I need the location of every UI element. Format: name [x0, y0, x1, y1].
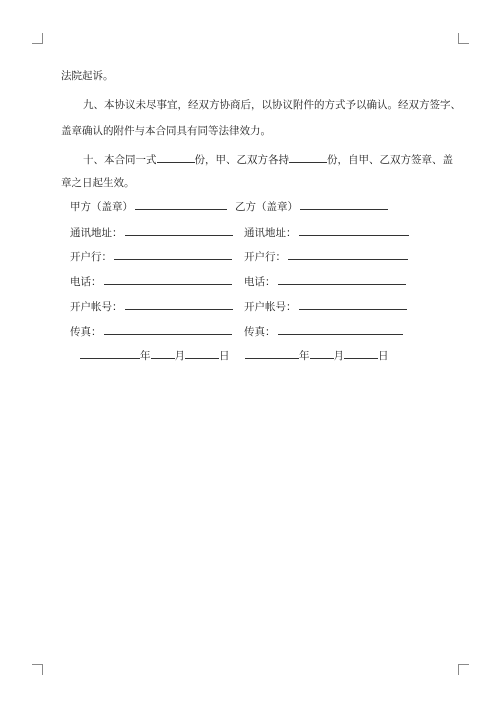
party-b-fax-row	[244, 323, 403, 339]
party-a-name-row	[70, 198, 227, 214]
party-b-phone-row	[244, 273, 406, 289]
party-a-year-unit: 年	[140, 350, 151, 362]
party-a-phone-label: 电话：	[70, 276, 102, 288]
crop-mark-top-left	[32, 33, 43, 44]
party-b-address-label: 通讯地址：	[244, 227, 297, 239]
party-b-day-unit: 日	[378, 350, 389, 362]
clause-ten-text-part1: 十、本合同一式	[83, 154, 157, 166]
party-b-year-blank[interactable]	[245, 347, 299, 359]
party-a-month-blank[interactable]	[151, 347, 175, 359]
party-a-address-row	[70, 224, 233, 240]
party-b-account-blank[interactable]	[299, 298, 407, 310]
party-a-bank-row	[70, 248, 232, 264]
party-b-bank-row	[244, 248, 408, 264]
clause-ten-text-part2: 份，甲、乙双方各持	[194, 154, 289, 166]
party-a-address-blank[interactable]	[125, 224, 233, 236]
party-b-bank-blank[interactable]	[288, 248, 408, 260]
party-a-fax-label: 传真：	[70, 326, 102, 338]
party-a-address-label: 通讯地址：	[70, 227, 123, 239]
party-a-account-label: 开户帐号：	[70, 301, 123, 313]
party-a-phone-blank[interactable]	[104, 273, 232, 285]
party-b-month-unit: 月	[333, 350, 344, 362]
party-b-name-blank[interactable]	[300, 198, 388, 210]
clause-ten-line-2: 章之日起生效。	[61, 177, 135, 189]
party-b-year-unit: 年	[299, 350, 310, 362]
party-b-address-blank[interactable]	[299, 224, 409, 236]
party-b-fax-blank[interactable]	[278, 323, 403, 335]
party-a-bank-label: 开户行：	[70, 251, 112, 263]
party-a-fax-blank[interactable]	[104, 323, 232, 335]
party-a-account-row	[70, 298, 233, 314]
party-a-month-unit: 月	[174, 350, 185, 362]
party-a-name-label: 甲方（盖章）	[70, 201, 133, 213]
clause-ten-text-part3: 份，自甲、乙双方签章、盖	[327, 154, 453, 166]
party-a-account-blank[interactable]	[125, 298, 233, 310]
party-a-day-blank[interactable]	[185, 347, 219, 359]
party-a-phone-row	[70, 273, 232, 289]
crop-mark-top-right	[458, 33, 469, 44]
party-b-month-blank[interactable]	[310, 347, 334, 359]
party-b-fax-label: 传真：	[244, 326, 276, 338]
party-a-year-blank[interactable]	[80, 347, 140, 359]
party-a-day-unit: 日	[219, 350, 230, 362]
crop-mark-bottom-right	[458, 664, 469, 675]
party-a-name-blank[interactable]	[135, 198, 227, 210]
party-b-name-row	[235, 198, 388, 214]
paragraph-text: 法院起诉。	[61, 70, 114, 82]
copies-each-blank[interactable]	[289, 151, 327, 163]
party-b-account-label: 开户帐号：	[244, 301, 297, 313]
party-a-date-row	[80, 347, 230, 363]
party-b-name-label: 乙方（盖章）	[235, 201, 298, 213]
copies-total-blank[interactable]	[157, 151, 195, 163]
clause-ten-line-1	[83, 151, 453, 167]
clause-nine-line-1: 九、本协议未尽事宜，经双方协商后，以协议附件的方式予以确认。经双方签字、	[83, 99, 461, 111]
party-b-address-row	[244, 224, 409, 240]
party-b-bank-label: 开户行：	[244, 251, 286, 263]
clause-nine-line-2: 盖章确认的附件与本合同具有同等法律效力。	[61, 125, 271, 137]
party-a-fax-row	[70, 323, 232, 339]
party-b-phone-label: 电话：	[244, 276, 276, 288]
party-b-day-blank[interactable]	[344, 347, 378, 359]
crop-mark-bottom-left	[32, 664, 43, 675]
party-b-date-row	[245, 347, 389, 363]
party-a-bank-blank[interactable]	[114, 248, 232, 260]
party-b-account-row	[244, 298, 407, 314]
party-b-phone-blank[interactable]	[278, 273, 406, 285]
